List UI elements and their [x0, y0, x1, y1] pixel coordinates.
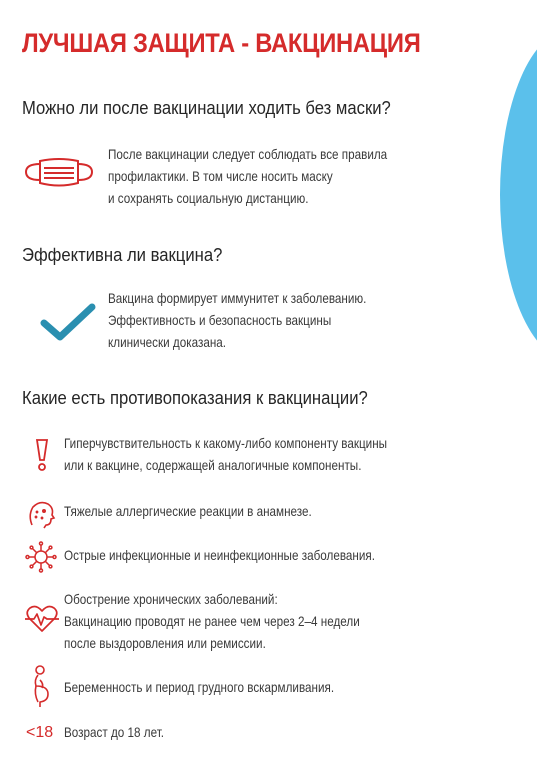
contraindication-item — [64, 501, 312, 523]
text-line: после выздоровления или ремиссии. — [64, 636, 266, 651]
text-line: Обострение хронических заболеваний: — [64, 592, 278, 607]
pregnant-icon — [28, 664, 56, 708]
section-heading-contraindications: Какие есть противопоказания к вакцинации? — [22, 387, 368, 408]
text-line: или к вакцине, содержащей аналогичные компоненты. — [64, 458, 362, 473]
age-icon: <18 — [26, 724, 54, 741]
virus-icon — [24, 540, 58, 574]
section2-text — [108, 288, 366, 354]
contraindication-item — [64, 433, 387, 477]
text-line: Гиперчувствительность к какому-либо компоненту вакцины — [64, 436, 388, 451]
text-line: профилактики. В том числе носить маску — [108, 169, 333, 184]
text-line: Тяжелые аллергические реакции в анамнезе. — [64, 504, 312, 519]
text-line: После вакцинации следует соблюдать все правила — [108, 147, 388, 162]
contraindication-item — [64, 545, 375, 567]
page-title: ЛУЧШАЯ ЗАЩИТА - ВАКЦИНАЦИЯ — [22, 28, 421, 58]
decorative-blue-circle — [500, 30, 537, 360]
exclamation-icon — [32, 438, 52, 472]
text-line: Беременность и период грудного вскармливания. — [64, 680, 335, 695]
allergy-face-icon — [24, 499, 58, 529]
section-heading-mask: Можно ли после вакцинации ходить без маски? — [22, 97, 391, 118]
heartbeat-icon — [24, 604, 60, 634]
text-line: и сохранять социальную дистанцию. — [108, 191, 309, 206]
text-line: Возраст до 18 лет. — [64, 725, 165, 740]
contraindication-item — [64, 722, 164, 744]
contraindication-item — [64, 677, 334, 699]
contraindication-item — [64, 589, 360, 655]
section1-text — [108, 144, 387, 210]
checkmark-icon — [40, 303, 96, 343]
text-line: клинически доказана. — [108, 335, 227, 350]
section-heading-efficacy: Эффективна ли вакцина? — [22, 244, 223, 265]
text-line: Вакцина формирует иммунитет к заболеванию. — [108, 291, 367, 306]
text-line: Острые инфекционные и неинфекционные заболевания. — [64, 548, 375, 563]
text-line: Эффективность и безопасность вакцины — [108, 313, 332, 328]
mask-icon — [22, 155, 96, 189]
text-line: Вакцинацию проводят не ранее чем через 2–4 недели — [64, 614, 360, 629]
